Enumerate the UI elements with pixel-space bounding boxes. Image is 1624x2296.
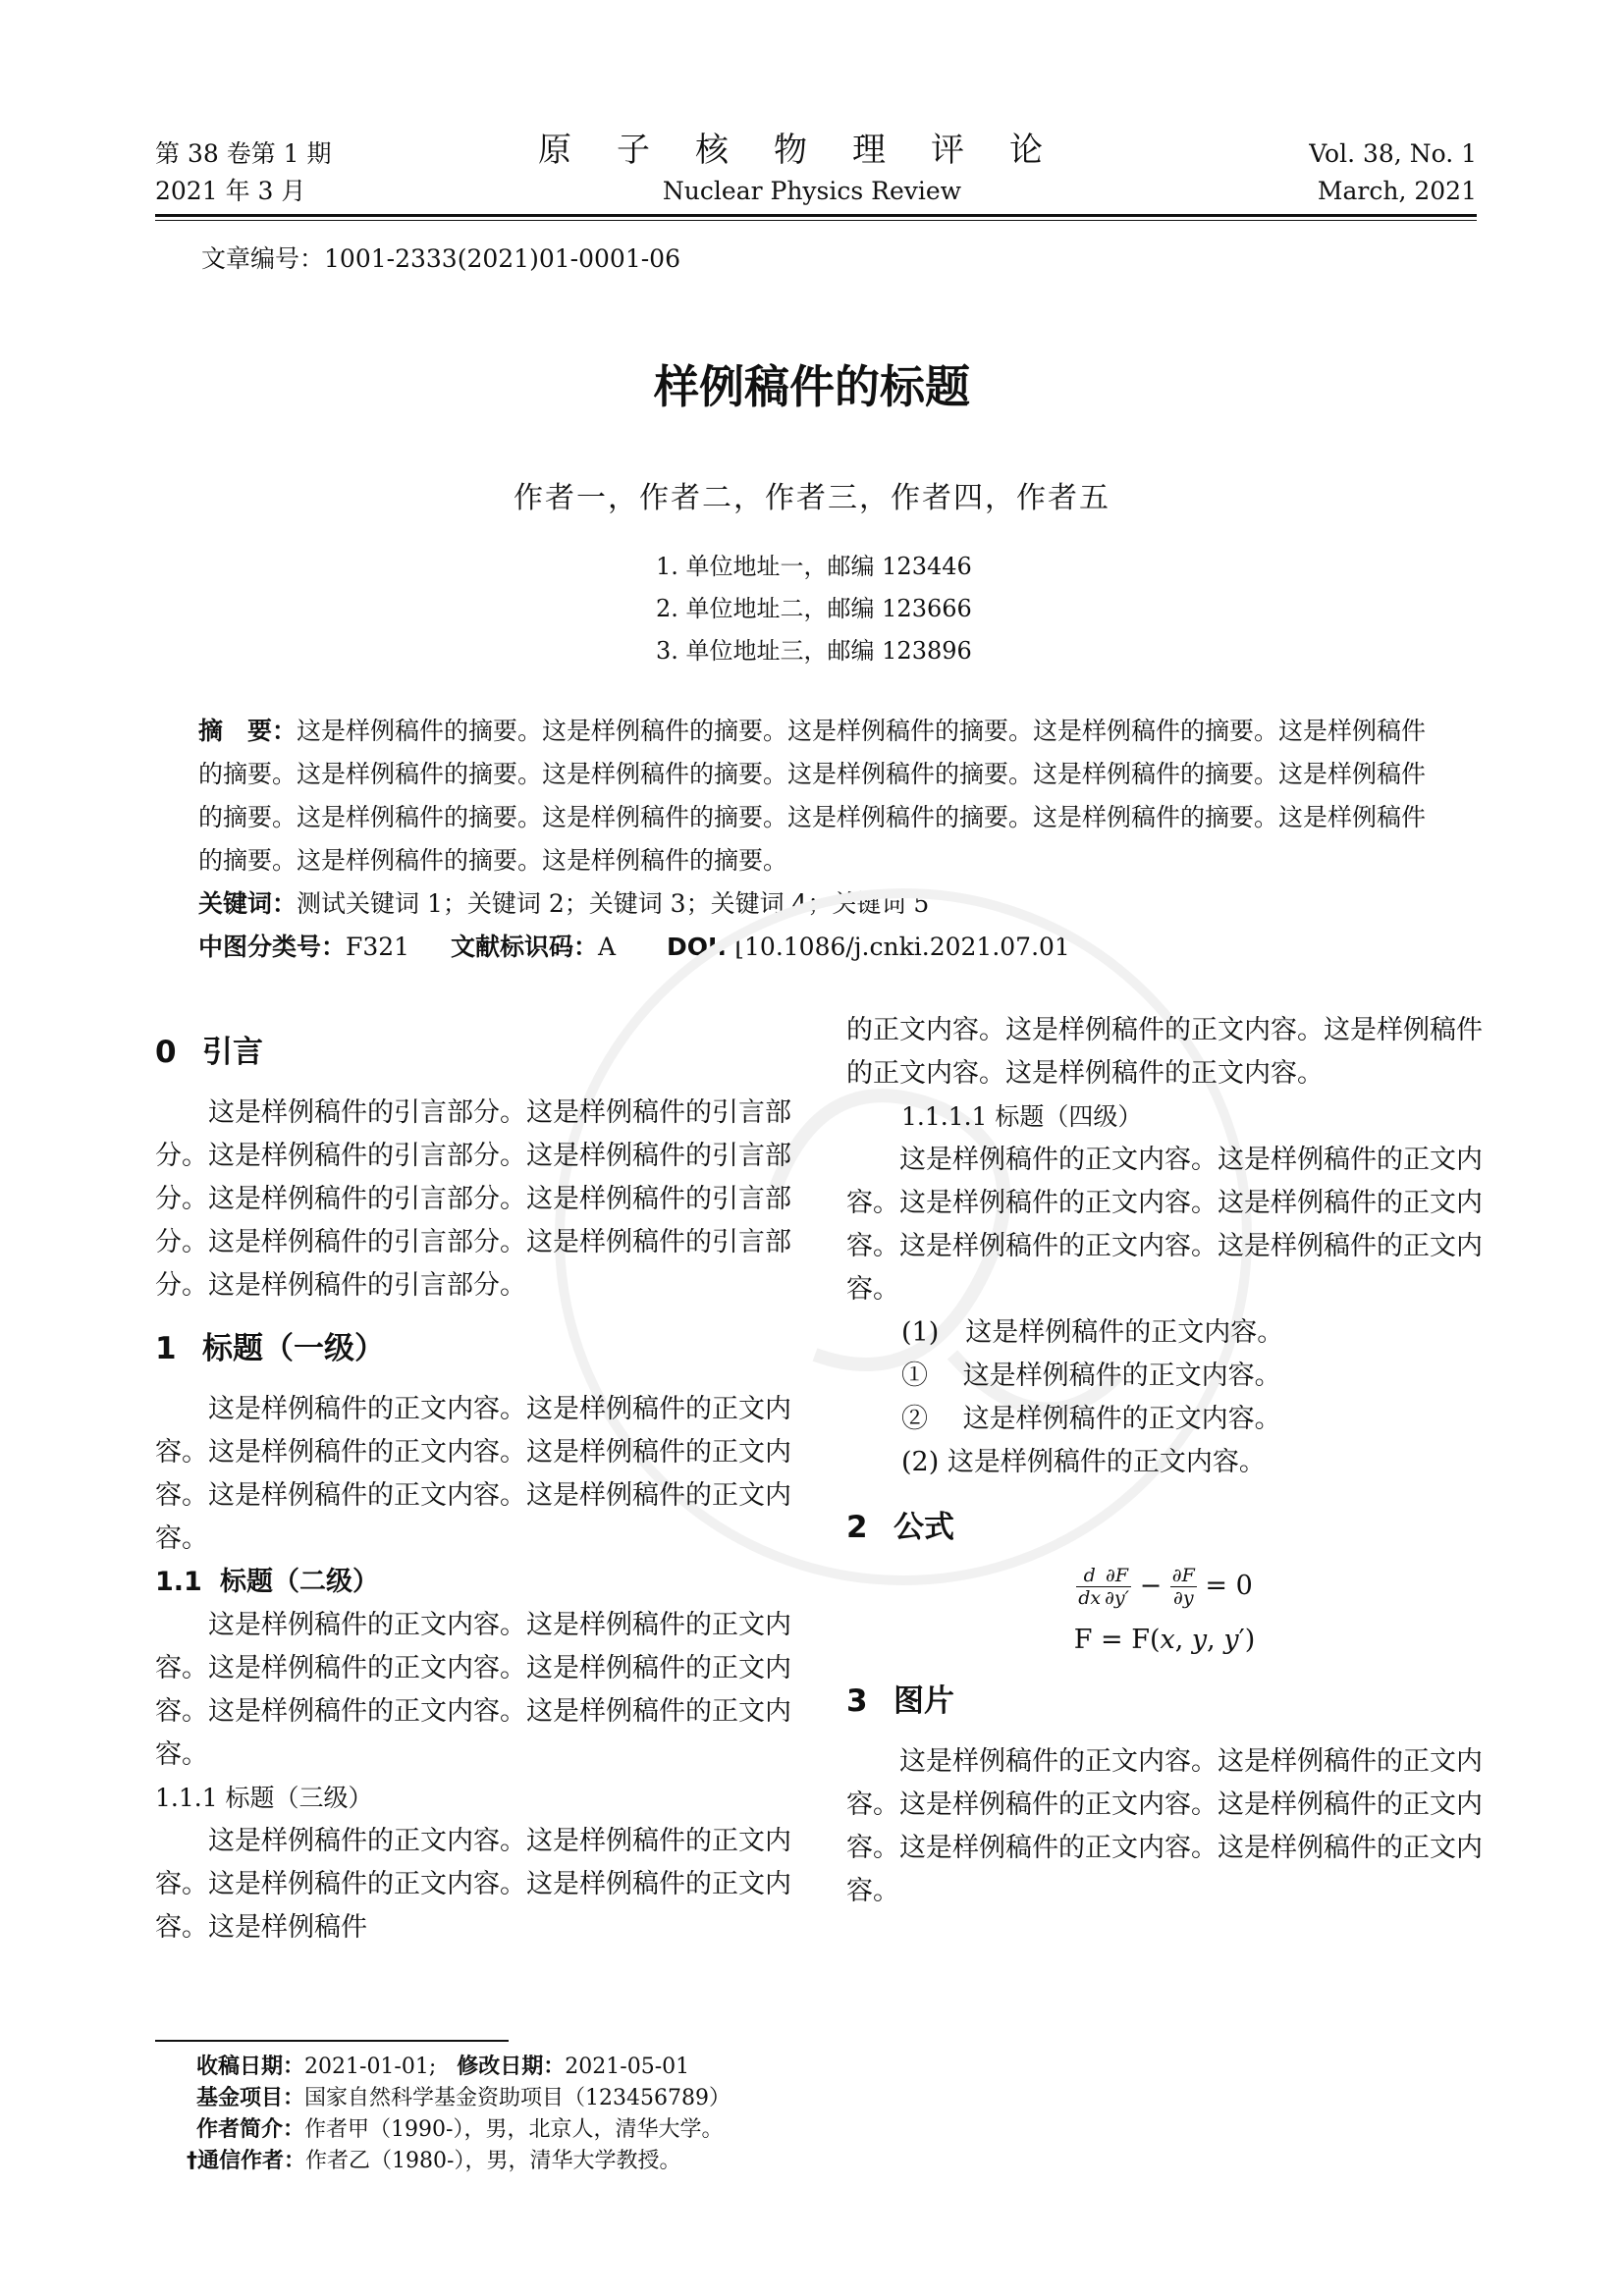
- fund-label: 基金项目：: [196, 2086, 305, 2110]
- footnote-fund: [196, 2083, 731, 2114]
- section-1-1-number: 1.1: [155, 1567, 202, 1597]
- left-column: [155, 1031, 791, 1949]
- equation-2: F = F(𝑥, 𝑦, 𝑦′): [1073, 1625, 1256, 1655]
- eq1-frac-d: $\frac{d}{dx}$: [1078, 1565, 1102, 1609]
- header-date-cn: 2021 年 3 月: [155, 177, 306, 205]
- list-item: ① 这是样例稿件的正文内容。: [901, 1361, 1281, 1391]
- header-rule-thin: [155, 220, 1477, 221]
- header-rule-thick: [155, 214, 1477, 217]
- article-number: [201, 240, 680, 275]
- author-list: 作者一，作者二，作者三，作者四，作者五: [514, 481, 1110, 515]
- right-column: [846, 1009, 1483, 1913]
- keywords-label: 关键词：: [198, 889, 298, 918]
- revised-label: 修改日期：: [457, 2055, 566, 2079]
- list-item: (1) 这是样例稿件的正文内容。: [901, 1317, 1284, 1348]
- section-2-heading: [846, 1506, 1483, 1549]
- clc-label: 中图分类号：: [198, 933, 347, 961]
- doi-value: [10.1086/j.cnki.2021.07.01: [734, 933, 1070, 961]
- footnotes: [187, 2052, 731, 2177]
- equation-1: $\frac{d}{dx}$ $\frac{\partial F}{\partial y'}$ − $\frac{\partial F}{\partial y}$ = 0: [1078, 1565, 1253, 1609]
- footnote-corresponding: [187, 2146, 731, 2177]
- clc-value: F321: [346, 933, 410, 961]
- affiliation-3: 3. 单位地址三，邮编 123896: [656, 637, 972, 665]
- list-item: ② 这是样例稿件的正文内容。: [901, 1404, 1281, 1434]
- footnote-bio: [196, 2114, 731, 2146]
- section-1-1-1-1-text: 这是样例稿件的正文内容。这是样例稿件的正文内容。这是样例稿件的正文内容。这是样例稿件的正文内容。这是样例稿件的正文内容。这是样例稿件的正文内容。: [846, 1145, 1483, 1305]
- continued-text: 的正文内容。这是样例稿件的正文内容。这是样例稿件的正文内容。这是样例稿件的正文内容。: [846, 1015, 1483, 1089]
- abstract-label: 摘 要：: [198, 717, 298, 745]
- fund-value: 国家自然科学基金资助项目（123456789）: [304, 2086, 731, 2110]
- header-journal-cn: 原子核物理评论: [538, 131, 1088, 170]
- section-0-heading: [155, 1031, 791, 1074]
- header-date-en: March, 2021: [1317, 177, 1477, 205]
- section-0-text: 这是样例稿件的引言部分。这是样例稿件的引言部分。这是样例稿件的引言部分。这是样例稿件的引言部分。这是样例稿件的引言部分。这是样例稿件的引言部分。这是样例稿件的引言部分。这是样例稿件的引言部分。这是样例稿件的引言部分。: [155, 1097, 791, 1301]
- received-value: 2021-01-01;: [304, 2055, 437, 2079]
- section-3-title: 图片: [893, 1683, 954, 1719]
- header-issue-cn: 第 38 卷第 1 期: [155, 139, 332, 168]
- section-1-1-text: 这是样例稿件的正文内容。这是样例稿件的正文内容。这是样例稿件的正文内容。这是样例稿件的正文内容。这是样例稿件的正文内容。这是样例稿件的正文内容。: [155, 1610, 791, 1770]
- doi-label: DOI:: [666, 933, 728, 961]
- section-1-text: 这是样例稿件的正文内容。这是样例稿件的正文内容。这是样例稿件的正文内容。这是样例稿件的正文内容。这是样例稿件的正文内容。这是样例稿件的正文内容。: [155, 1394, 791, 1554]
- header-issue-en: Vol. 38, No. 1: [1309, 139, 1477, 168]
- article-number-value: 1001-2333(2021)01-0001-06: [324, 244, 680, 273]
- eq1-frac-partial-2: $\frac{\partial F}{\partial y}$: [1171, 1565, 1195, 1609]
- section-3-number: 3: [846, 1683, 868, 1719]
- footnote-dates: [196, 2052, 731, 2083]
- eq1-frac-partial-1: $\frac{\partial F}{\partial y'}$: [1105, 1565, 1129, 1609]
- section-0-title: 引言: [202, 1035, 263, 1070]
- section-1-number: 1: [155, 1331, 177, 1366]
- section-1-heading: [155, 1327, 791, 1370]
- section-0-number: 0: [155, 1035, 177, 1070]
- article-number-label: 文章编号：: [201, 244, 325, 273]
- header-journal-en: Nuclear Physics Review: [662, 177, 962, 205]
- bio-label: 作者简介：: [196, 2117, 305, 2142]
- section-1-1-1-text: 这是样例稿件的正文内容。这是样例稿件的正文内容。这是样例稿件的正文内容。这是样例稿件的正文内容。这是样例稿件: [155, 1826, 791, 1943]
- affiliation-1: 1. 单位地址一，邮编 123446: [656, 553, 972, 580]
- affiliation-2: 2. 单位地址二，邮编 123666: [656, 595, 972, 622]
- corresponding-label: †通信作者：: [187, 2149, 306, 2173]
- section-1-1-heading: [155, 1561, 791, 1604]
- list-item: (2) 这是样例稿件的正文内容。: [901, 1447, 1266, 1477]
- corresponding-value: 作者乙（1980-），男，清华大学教授。: [305, 2149, 681, 2173]
- eq1-rhs: = 0: [1205, 1571, 1253, 1601]
- abstract-text: 这是样例稿件的摘要。这是样例稿件的摘要。这是样例稿件的摘要。这是样例稿件的摘要。这是样例稿件的摘要。这是样例稿件的摘要。这是样例稿件的摘要。这是样例稿件的摘要。这是样例稿件的摘要。这是样例稿件的摘要。这是样例稿件的摘要。这是样例稿件的摘要。这是样例稿件的摘要。这是样例稿件的摘要。这是样例稿件的摘要。这是样例稿件的摘要。这是样例稿件的摘要。: [198, 717, 1427, 875]
- doc-code-label: 文献标识码：: [451, 933, 599, 961]
- section-2-title: 公式: [893, 1510, 954, 1545]
- section-1-1-1-heading: 1.1.1 标题（三级）: [155, 1784, 373, 1812]
- revised-value: 2021-05-01: [565, 2055, 690, 2079]
- bio-value: 作者甲（1990-），男，北京人，清华大学。: [304, 2117, 724, 2142]
- keywords-text: 测试关键词 1；关键词 2；关键词 3；关键词 4；关键词 5: [297, 889, 930, 918]
- footnote-rule: [155, 2040, 509, 2042]
- doc-code-value: A: [598, 933, 617, 961]
- section-1-1-title: 标题（二级）: [220, 1567, 379, 1597]
- section-2-number: 2: [846, 1510, 868, 1545]
- received-label: 收稿日期：: [196, 2055, 305, 2079]
- section-1-1-1-1-heading: 1.1.1.1 标题（四级）: [901, 1102, 1143, 1131]
- abstract-paragraph: [198, 710, 1437, 882]
- section-3-text: 这是样例稿件的正文内容。这是样例稿件的正文内容。这是样例稿件的正文内容。这是样例稿件的正文内容。这是样例稿件的正文内容。这是样例稿件的正文内容。: [846, 1746, 1483, 1906]
- section-1-title: 标题（一级）: [202, 1331, 385, 1366]
- paper-title: 样例稿件的标题: [654, 360, 970, 413]
- section-3-heading: [846, 1680, 1483, 1723]
